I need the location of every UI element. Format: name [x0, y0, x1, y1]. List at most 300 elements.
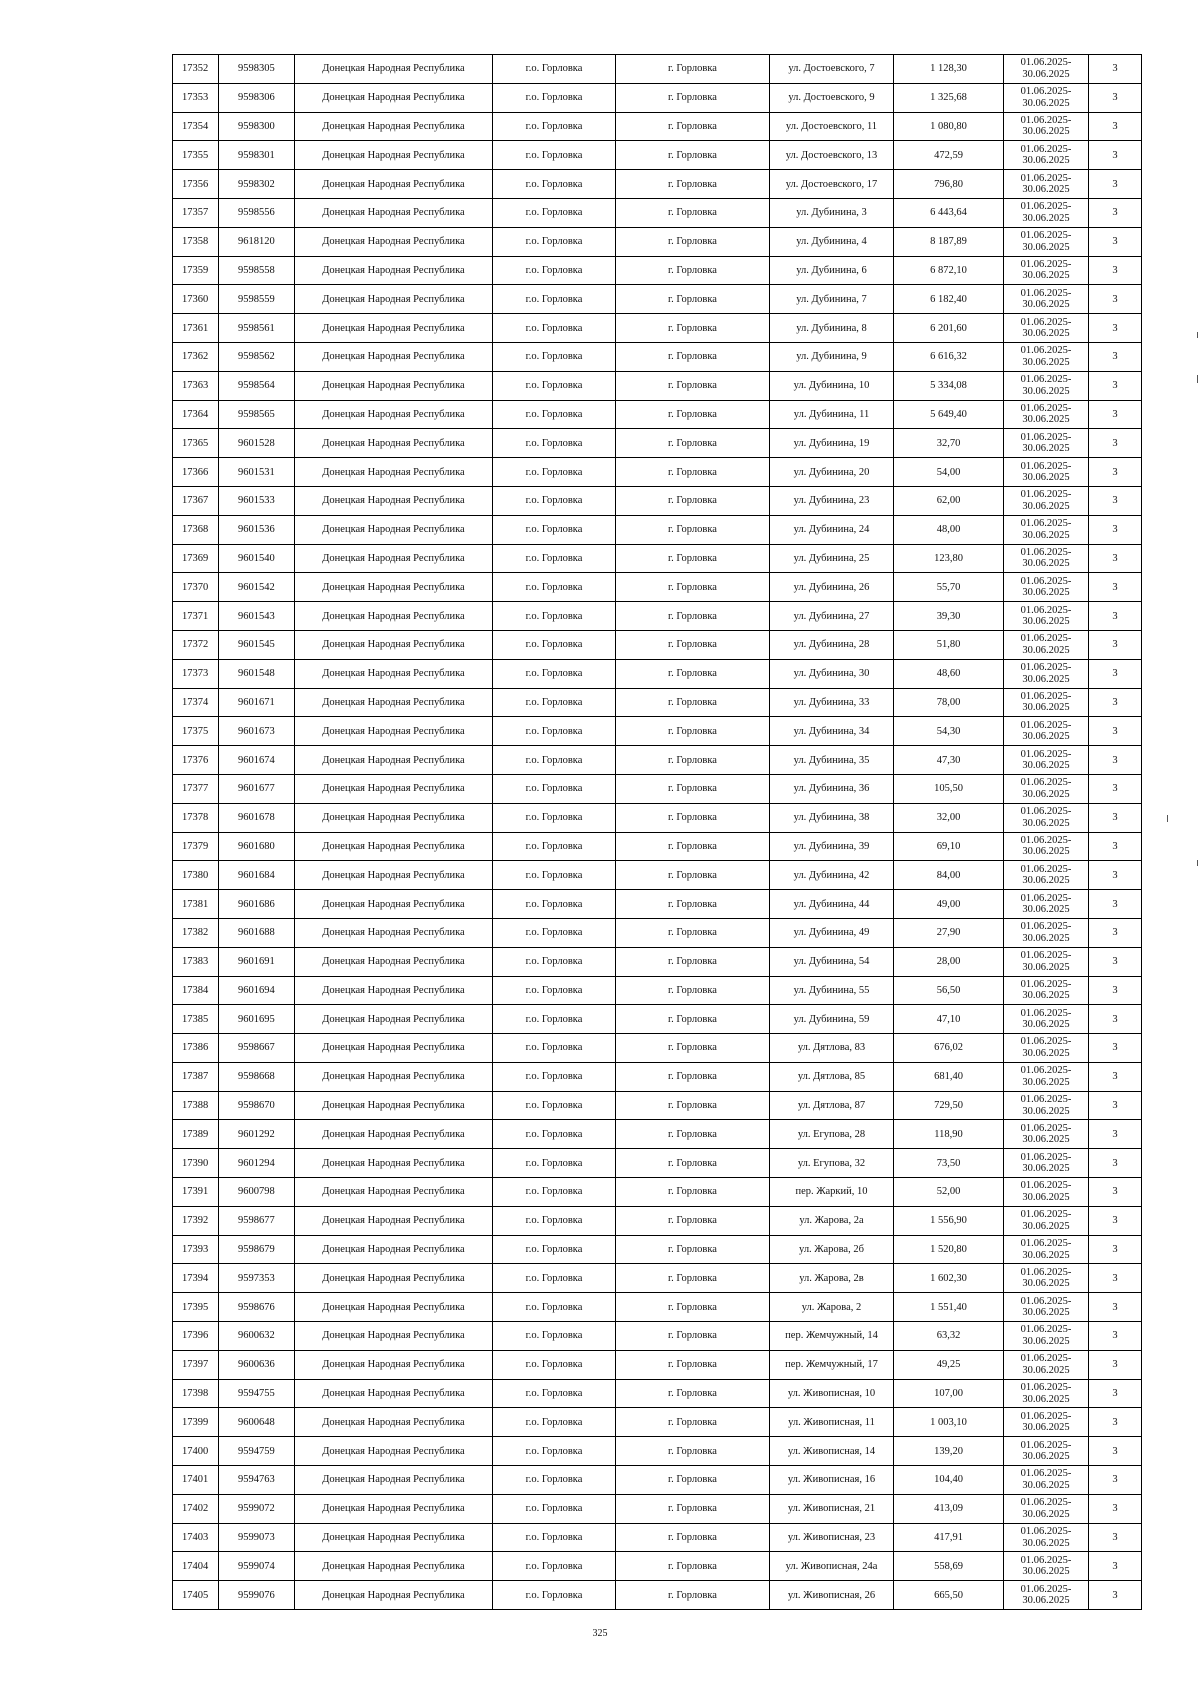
period-end: 30.06.2025	[1022, 1479, 1070, 1491]
city-name: г. Горловка	[616, 285, 770, 314]
city-name: г. Горловка	[616, 1350, 770, 1379]
period-end: 30.06.2025	[1022, 500, 1070, 512]
row-number: 17355	[173, 141, 219, 170]
period	[1004, 371, 1089, 400]
period-end: 30.06.2025	[1022, 673, 1070, 685]
table-row	[173, 688, 1142, 717]
rate-value: 3	[1089, 256, 1142, 285]
period-start: 01.06.2025-	[1020, 950, 1072, 962]
period-end: 30.06.2025	[1022, 990, 1070, 1002]
address: ул. Дубинина, 10	[770, 371, 894, 400]
address: ул. Живописная, 21	[770, 1494, 894, 1523]
rate-value: 3	[1089, 486, 1142, 515]
table-row	[173, 170, 1142, 199]
area-value: 472,59	[894, 141, 1004, 170]
city-name: г. Горловка	[616, 1120, 770, 1149]
area-value: 52,00	[894, 1178, 1004, 1207]
area-value: 69,10	[894, 832, 1004, 861]
rate-value: 3	[1089, 717, 1142, 746]
rate-value: 3	[1089, 573, 1142, 602]
object-code: 9601540	[219, 544, 295, 573]
address: ул. Дубинина, 26	[770, 573, 894, 602]
period	[1004, 602, 1089, 631]
table-row	[173, 659, 1142, 688]
row-number: 17380	[173, 861, 219, 890]
object-code: 9601542	[219, 573, 295, 602]
rate-value: 3	[1089, 1091, 1142, 1120]
city-name: г. Горловка	[616, 1494, 770, 1523]
district-name: г.о. Горловка	[493, 602, 616, 631]
area-value: 6 201,60	[894, 314, 1004, 343]
address: ул. Живописная, 26	[770, 1581, 894, 1610]
table-row	[173, 602, 1142, 631]
city-name: г. Горловка	[616, 774, 770, 803]
area-value: 676,02	[894, 1034, 1004, 1063]
period-start: 01.06.2025-	[1020, 690, 1072, 702]
city-name: г. Горловка	[616, 803, 770, 832]
rate-value: 3	[1089, 688, 1142, 717]
period-end: 30.06.2025	[1022, 702, 1070, 714]
table-row	[173, 515, 1142, 544]
city-name: г. Горловка	[616, 573, 770, 602]
address: ул. Дубинина, 49	[770, 918, 894, 947]
rate-value: 3	[1089, 544, 1142, 573]
period-end: 30.06.2025	[1022, 1566, 1070, 1578]
district-name: г.о. Горловка	[493, 1206, 616, 1235]
table-row	[173, 429, 1142, 458]
period	[1004, 1552, 1089, 1581]
object-code: 9598677	[219, 1206, 295, 1235]
region-name: Донецкая Народная Республика	[295, 1523, 493, 1552]
region-name: Донецкая Народная Республика	[295, 458, 493, 487]
region-name: Донецкая Народная Республика	[295, 659, 493, 688]
object-code: 9600636	[219, 1350, 295, 1379]
area-value: 5 649,40	[894, 400, 1004, 429]
area-value: 1 602,30	[894, 1264, 1004, 1293]
district-name: г.о. Горловка	[493, 1379, 616, 1408]
city-name: г. Горловка	[616, 256, 770, 285]
table-row	[173, 1034, 1142, 1063]
period	[1004, 1523, 1089, 1552]
region-name: Донецкая Народная Республика	[295, 1408, 493, 1437]
city-name: г. Горловка	[616, 198, 770, 227]
object-code: 9598302	[219, 170, 295, 199]
period-end: 30.06.2025	[1022, 1307, 1070, 1319]
area-value: 665,50	[894, 1581, 1004, 1610]
city-name: г. Горловка	[616, 1466, 770, 1495]
region-name: Донецкая Народная Республика	[295, 314, 493, 343]
city-name: г. Горловка	[616, 1552, 770, 1581]
address: ул. Дубинина, 42	[770, 861, 894, 890]
area-value: 54,30	[894, 717, 1004, 746]
period	[1004, 227, 1089, 256]
period	[1004, 832, 1089, 861]
period-start: 01.06.2025-	[1020, 1410, 1072, 1422]
region-name: Донецкая Народная Республика	[295, 688, 493, 717]
address: ул. Дубинина, 30	[770, 659, 894, 688]
rate-value: 3	[1089, 458, 1142, 487]
area-value: 118,90	[894, 1120, 1004, 1149]
object-code: 9599073	[219, 1523, 295, 1552]
rate-value: 3	[1089, 314, 1142, 343]
area-value: 681,40	[894, 1062, 1004, 1091]
period-end: 30.06.2025	[1022, 1076, 1070, 1088]
object-code: 9598667	[219, 1034, 295, 1063]
district-name: г.о. Горловка	[493, 1322, 616, 1351]
region-name: Донецкая Народная Республика	[295, 803, 493, 832]
city-name: г. Горловка	[616, 342, 770, 371]
row-number: 17356	[173, 170, 219, 199]
period	[1004, 746, 1089, 775]
city-name: г. Горловка	[616, 83, 770, 112]
address: ул. Дубинина, 54	[770, 947, 894, 976]
region-name: Донецкая Народная Республика	[295, 227, 493, 256]
address: ул. Дубинина, 28	[770, 630, 894, 659]
region-name: Донецкая Народная Республика	[295, 976, 493, 1005]
period	[1004, 1437, 1089, 1466]
address: пер. Жемчужный, 14	[770, 1322, 894, 1351]
address: ул. Дубинина, 7	[770, 285, 894, 314]
period	[1004, 861, 1089, 890]
period-start: 01.06.2025-	[1020, 1497, 1072, 1509]
period	[1004, 630, 1089, 659]
district-name: г.о. Горловка	[493, 1581, 616, 1610]
district-name: г.о. Горловка	[493, 890, 616, 919]
period-end: 30.06.2025	[1022, 731, 1070, 743]
period	[1004, 573, 1089, 602]
area-value: 1 325,68	[894, 83, 1004, 112]
region-name: Донецкая Народная Республика	[295, 1322, 493, 1351]
row-number: 17375	[173, 717, 219, 746]
area-value: 48,60	[894, 659, 1004, 688]
period-end: 30.06.2025	[1022, 644, 1070, 656]
period-end: 30.06.2025	[1022, 1335, 1070, 1347]
city-name: г. Горловка	[616, 515, 770, 544]
object-code: 9618120	[219, 227, 295, 256]
object-code: 9601677	[219, 774, 295, 803]
rate-value: 3	[1089, 1005, 1142, 1034]
city-name: г. Горловка	[616, 1408, 770, 1437]
district-name: г.о. Горловка	[493, 717, 616, 746]
rate-value: 3	[1089, 1350, 1142, 1379]
city-name: г. Горловка	[616, 947, 770, 976]
table-row	[173, 1494, 1142, 1523]
table-row	[173, 371, 1142, 400]
period-end: 30.06.2025	[1022, 241, 1070, 253]
region-name: Донецкая Народная Республика	[295, 717, 493, 746]
object-code: 9598559	[219, 285, 295, 314]
district-name: г.о. Горловка	[493, 1350, 616, 1379]
address: ул. Дубинина, 27	[770, 602, 894, 631]
address: ул. Егупова, 32	[770, 1149, 894, 1178]
period	[1004, 170, 1089, 199]
address: ул. Егупова, 28	[770, 1120, 894, 1149]
rate-value: 3	[1089, 83, 1142, 112]
table-row	[173, 976, 1142, 1005]
rate-value: 3	[1089, 774, 1142, 803]
table-row	[173, 890, 1142, 919]
period-start: 01.06.2025-	[1020, 806, 1072, 818]
city-name: г. Горловка	[616, 1293, 770, 1322]
period-start: 01.06.2025-	[1020, 86, 1072, 98]
area-value: 49,25	[894, 1350, 1004, 1379]
table-row	[173, 1350, 1142, 1379]
row-number: 17385	[173, 1005, 219, 1034]
rate-value: 3	[1089, 1581, 1142, 1610]
address: ул. Живописная, 24а	[770, 1552, 894, 1581]
row-number: 17398	[173, 1379, 219, 1408]
object-code: 9601673	[219, 717, 295, 746]
address: ул. Дубинина, 20	[770, 458, 894, 487]
row-number: 17399	[173, 1408, 219, 1437]
period	[1004, 1293, 1089, 1322]
period	[1004, 1322, 1089, 1351]
period-start: 01.06.2025-	[1020, 1122, 1072, 1134]
period-start: 01.06.2025-	[1020, 834, 1072, 846]
table-row	[173, 947, 1142, 976]
rate-value: 3	[1089, 1523, 1142, 1552]
period-end: 30.06.2025	[1022, 443, 1070, 455]
rate-value: 3	[1089, 890, 1142, 919]
scan-mark	[1197, 375, 1198, 383]
period-end: 30.06.2025	[1022, 760, 1070, 772]
table-row	[173, 1235, 1142, 1264]
area-value: 413,09	[894, 1494, 1004, 1523]
city-name: г. Горловка	[616, 55, 770, 84]
table-row	[173, 458, 1142, 487]
period-end: 30.06.2025	[1022, 1019, 1070, 1031]
rate-value: 3	[1089, 1494, 1142, 1523]
table-row	[173, 1005, 1142, 1034]
rate-value: 3	[1089, 1149, 1142, 1178]
city-name: г. Горловка	[616, 170, 770, 199]
period	[1004, 1350, 1089, 1379]
area-value: 56,50	[894, 976, 1004, 1005]
period-start: 01.06.2025-	[1020, 662, 1072, 674]
object-code: 9598561	[219, 314, 295, 343]
period	[1004, 803, 1089, 832]
district-name: г.о. Горловка	[493, 458, 616, 487]
row-number: 17402	[173, 1494, 219, 1523]
registry-rows	[173, 55, 1142, 1610]
district-name: г.о. Горловка	[493, 774, 616, 803]
scan-mark	[1197, 332, 1198, 338]
city-name: г. Горловка	[616, 976, 770, 1005]
period	[1004, 141, 1089, 170]
row-number: 17372	[173, 630, 219, 659]
city-name: г. Горловка	[616, 1379, 770, 1408]
area-value: 139,20	[894, 1437, 1004, 1466]
address: ул. Дубинина, 8	[770, 314, 894, 343]
object-code: 9600632	[219, 1322, 295, 1351]
region-name: Донецкая Народная Республика	[295, 170, 493, 199]
city-name: г. Горловка	[616, 1005, 770, 1034]
area-value: 6 182,40	[894, 285, 1004, 314]
period	[1004, 918, 1089, 947]
district-name: г.о. Горловка	[493, 976, 616, 1005]
area-value: 558,69	[894, 1552, 1004, 1581]
table-row	[173, 486, 1142, 515]
address: ул. Достоевского, 7	[770, 55, 894, 84]
city-name: г. Горловка	[616, 141, 770, 170]
object-code: 9601688	[219, 918, 295, 947]
table-row	[173, 1062, 1142, 1091]
area-value: 729,50	[894, 1091, 1004, 1120]
period-start: 01.06.2025-	[1020, 1036, 1072, 1048]
city-name: г. Горловка	[616, 1062, 770, 1091]
table-row	[173, 1293, 1142, 1322]
row-number: 17353	[173, 83, 219, 112]
address: ул. Достоевского, 9	[770, 83, 894, 112]
address: ул. Жарова, 2б	[770, 1235, 894, 1264]
district-name: г.о. Горловка	[493, 1120, 616, 1149]
area-value: 1 080,80	[894, 112, 1004, 141]
area-value: 73,50	[894, 1149, 1004, 1178]
table-row	[173, 1322, 1142, 1351]
rate-value: 3	[1089, 976, 1142, 1005]
page-number: 325	[592, 1628, 608, 1639]
city-name: г. Горловка	[616, 1264, 770, 1293]
object-code: 9601694	[219, 976, 295, 1005]
city-name: г. Горловка	[616, 1581, 770, 1610]
area-value: 107,00	[894, 1379, 1004, 1408]
period-start: 01.06.2025-	[1020, 921, 1072, 933]
period-start: 01.06.2025-	[1020, 172, 1072, 184]
period	[1004, 256, 1089, 285]
object-code: 9594755	[219, 1379, 295, 1408]
city-name: г. Горловка	[616, 544, 770, 573]
address: ул. Дубинина, 23	[770, 486, 894, 515]
rate-value: 3	[1089, 659, 1142, 688]
period-end: 30.06.2025	[1022, 328, 1070, 340]
object-code: 9599076	[219, 1581, 295, 1610]
row-number: 17362	[173, 342, 219, 371]
period-end: 30.06.2025	[1022, 1105, 1070, 1117]
region-name: Донецкая Народная Республика	[295, 1091, 493, 1120]
region-name: Донецкая Народная Республика	[295, 1581, 493, 1610]
district-name: г.о. Горловка	[493, 803, 616, 832]
address: ул. Дубинина, 24	[770, 515, 894, 544]
period-start: 01.06.2025-	[1020, 402, 1072, 414]
period-start: 01.06.2025-	[1020, 1238, 1072, 1250]
period-start: 01.06.2025-	[1020, 777, 1072, 789]
period-start: 01.06.2025-	[1020, 633, 1072, 645]
object-code: 9598558	[219, 256, 295, 285]
row-number: 17379	[173, 832, 219, 861]
row-number: 17384	[173, 976, 219, 1005]
region-name: Донецкая Народная Республика	[295, 1264, 493, 1293]
period	[1004, 1178, 1089, 1207]
region-name: Донецкая Народная Республика	[295, 1206, 493, 1235]
period	[1004, 1264, 1089, 1293]
period-start: 01.06.2025-	[1020, 978, 1072, 990]
rate-value: 3	[1089, 515, 1142, 544]
district-name: г.о. Горловка	[493, 918, 616, 947]
region-name: Донецкая Народная Республика	[295, 1120, 493, 1149]
district-name: г.о. Горловка	[493, 400, 616, 429]
object-code: 9598306	[219, 83, 295, 112]
period	[1004, 1034, 1089, 1063]
row-number: 17373	[173, 659, 219, 688]
address: ул. Достоевского, 17	[770, 170, 894, 199]
row-number: 17359	[173, 256, 219, 285]
object-code: 9594763	[219, 1466, 295, 1495]
address: ул. Живописная, 23	[770, 1523, 894, 1552]
table-row	[173, 1206, 1142, 1235]
district-name: г.о. Горловка	[493, 1264, 616, 1293]
district-name: г.о. Горловка	[493, 1149, 616, 1178]
region-name: Донецкая Народная Республика	[295, 1350, 493, 1379]
rate-value: 3	[1089, 1408, 1142, 1437]
district-name: г.о. Горловка	[493, 55, 616, 84]
row-number: 17374	[173, 688, 219, 717]
district-name: г.о. Горловка	[493, 141, 616, 170]
period-end: 30.06.2025	[1022, 414, 1070, 426]
period-start: 01.06.2025-	[1020, 892, 1072, 904]
row-number: 17393	[173, 1235, 219, 1264]
area-value: 1 520,80	[894, 1235, 1004, 1264]
object-code: 9601545	[219, 630, 295, 659]
district-name: г.о. Горловка	[493, 515, 616, 544]
row-number: 17394	[173, 1264, 219, 1293]
district-name: г.о. Горловка	[493, 861, 616, 890]
table-row	[173, 285, 1142, 314]
object-code: 9598564	[219, 371, 295, 400]
rate-value: 3	[1089, 1552, 1142, 1581]
row-number: 17401	[173, 1466, 219, 1495]
period-start: 01.06.2025-	[1020, 1468, 1072, 1480]
period-end: 30.06.2025	[1022, 1508, 1070, 1520]
area-value: 796,80	[894, 170, 1004, 199]
district-name: г.о. Горловка	[493, 83, 616, 112]
period-end: 30.06.2025	[1022, 932, 1070, 944]
area-value: 104,40	[894, 1466, 1004, 1495]
city-name: г. Горловка	[616, 1523, 770, 1552]
period	[1004, 1091, 1089, 1120]
period	[1004, 1379, 1089, 1408]
rate-value: 3	[1089, 170, 1142, 199]
period	[1004, 1466, 1089, 1495]
district-name: г.о. Горловка	[493, 1523, 616, 1552]
city-name: г. Горловка	[616, 429, 770, 458]
period	[1004, 1149, 1089, 1178]
period-end: 30.06.2025	[1022, 529, 1070, 541]
rate-value: 3	[1089, 112, 1142, 141]
period-start: 01.06.2025-	[1020, 287, 1072, 299]
region-name: Донецкая Народная Республика	[295, 544, 493, 573]
rate-value: 3	[1089, 832, 1142, 861]
rate-value: 3	[1089, 1034, 1142, 1063]
region-name: Донецкая Народная Республика	[295, 1494, 493, 1523]
district-name: г.о. Горловка	[493, 1062, 616, 1091]
region-name: Донецкая Народная Республика	[295, 141, 493, 170]
period-end: 30.06.2025	[1022, 1191, 1070, 1203]
area-value: 123,80	[894, 544, 1004, 573]
address: ул. Дубинина, 34	[770, 717, 894, 746]
object-code: 9601674	[219, 746, 295, 775]
row-number: 17392	[173, 1206, 219, 1235]
row-number: 17395	[173, 1293, 219, 1322]
city-name: г. Горловка	[616, 371, 770, 400]
city-name: г. Горловка	[616, 486, 770, 515]
row-number: 17381	[173, 890, 219, 919]
address: ул. Дубинина, 55	[770, 976, 894, 1005]
period-start: 01.06.2025-	[1020, 1295, 1072, 1307]
area-value: 8 187,89	[894, 227, 1004, 256]
period-start: 01.06.2025-	[1020, 460, 1072, 472]
rate-value: 3	[1089, 400, 1142, 429]
object-code: 9601531	[219, 458, 295, 487]
